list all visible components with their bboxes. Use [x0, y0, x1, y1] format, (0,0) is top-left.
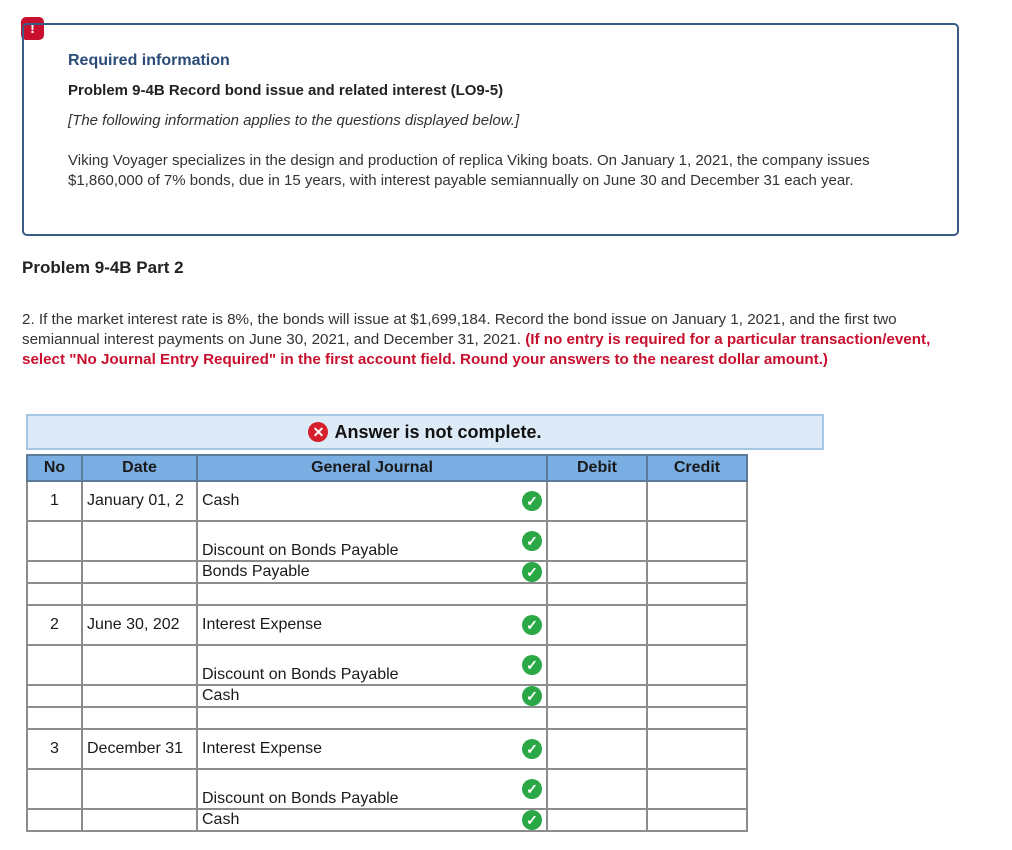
account-name: Interest Expense: [202, 740, 323, 757]
check-icon: ✓: [522, 615, 542, 635]
entry-number: [27, 521, 82, 561]
account-name: Cash: [202, 492, 240, 509]
check-icon: ✓: [522, 491, 542, 511]
credit-input[interactable]: [647, 605, 747, 645]
table-row: [27, 481, 747, 521]
header-general-journal: General Journal: [197, 455, 547, 481]
header-credit: Credit: [647, 455, 747, 481]
header-date: Date: [82, 455, 197, 481]
header-debit: Debit: [547, 455, 647, 481]
account-select[interactable]: [197, 645, 547, 685]
credit-input[interactable]: [647, 769, 747, 809]
table-row: [27, 707, 747, 729]
credit-input[interactable]: [647, 809, 747, 831]
required-information-box: [22, 23, 959, 236]
debit-input[interactable]: [547, 645, 647, 685]
account-select[interactable]: [197, 769, 547, 809]
credit-input[interactable]: [647, 685, 747, 707]
account-select[interactable]: [197, 561, 547, 583]
table-row: [27, 521, 747, 561]
header-no: No: [27, 455, 82, 481]
date-select[interactable]: December 31: [82, 729, 197, 769]
part-title: Problem 9-4B Part 2: [22, 258, 184, 277]
table-row: [27, 729, 747, 769]
account-name: Cash: [202, 687, 240, 704]
date-cell: [82, 521, 197, 561]
debit-input[interactable]: [547, 707, 647, 729]
debit-input[interactable]: [547, 729, 647, 769]
account-name: Interest Expense: [202, 616, 323, 633]
account-select[interactable]: [197, 521, 547, 561]
credit-input[interactable]: [647, 729, 747, 769]
credit-input[interactable]: [647, 481, 747, 521]
credit-input[interactable]: [647, 707, 747, 729]
debit-input[interactable]: [547, 685, 647, 707]
account-select[interactable]: [197, 707, 547, 729]
date-select[interactable]: January 01, 2: [82, 481, 197, 521]
alert-icon: !: [21, 17, 44, 40]
date-cell: [82, 561, 197, 583]
credit-input[interactable]: [647, 645, 747, 685]
account-select[interactable]: [197, 605, 547, 645]
table-row: [27, 685, 747, 707]
account-select[interactable]: [197, 809, 547, 831]
account-select[interactable]: [197, 481, 547, 521]
x-circle-icon: ✕: [308, 422, 328, 442]
debit-input[interactable]: [547, 769, 647, 809]
date-select[interactable]: June 30, 202: [82, 605, 197, 645]
table-row: [27, 561, 747, 583]
info-title: Required information: [68, 52, 230, 69]
question-instruction: (If no entry is required for a particular transaction/event, select "No Journal Entry Required" in the first account field. Round your answers to the nearest dollar amount.): [22, 331, 931, 368]
question-text: [22, 310, 972, 370]
debit-input[interactable]: [547, 605, 647, 645]
check-icon: ✓: [522, 739, 542, 759]
check-icon: ✓: [522, 810, 542, 830]
account-select[interactable]: [197, 729, 547, 769]
table-row: [27, 605, 747, 645]
info-body: Viking Voyager specializes in the design and production of replica Viking boats. On January 1, 2021, the company issues $1,860,000 of 7% bonds, due in 15 years, with interest payable semiannually on June 30 and December 31 each year.: [68, 152, 870, 189]
account-select[interactable]: [197, 583, 547, 605]
debit-input[interactable]: [547, 561, 647, 583]
credit-input[interactable]: [647, 561, 747, 583]
check-icon: ✓: [522, 779, 542, 799]
account-name: Bonds Payable: [202, 563, 310, 580]
entry-number: 1: [27, 481, 82, 521]
check-icon: ✓: [522, 531, 542, 551]
check-icon: ✓: [522, 686, 542, 706]
answer-status-banner: [26, 414, 824, 450]
account-name: Discount on Bonds Payable: [202, 666, 399, 683]
table-row: [27, 583, 747, 605]
check-icon: ✓: [522, 562, 542, 582]
table-row: [27, 809, 747, 831]
account-name: Discount on Bonds Payable: [202, 790, 399, 807]
table-row: [27, 645, 747, 685]
answer-status-text: Answer is not complete.: [334, 421, 542, 442]
entry-number: 3: [27, 729, 82, 769]
debit-input[interactable]: [547, 583, 647, 605]
general-journal-table: [26, 454, 748, 832]
question-body: 2. If the market interest rate is 8%, the bonds will issue at $1,699,184. Record the bond issue on January 1, 2021, and the first two semiannual interest payments on June 30, 2021, and December 31, 2021.: [22, 311, 897, 348]
debit-input[interactable]: [547, 809, 647, 831]
check-icon: ✓: [522, 655, 542, 675]
debit-input[interactable]: [547, 481, 647, 521]
info-subtitle: Problem 9-4B Record bond issue and related interest (LO9-5): [68, 82, 504, 99]
credit-input[interactable]: [647, 521, 747, 561]
entry-number: [27, 561, 82, 583]
account-name: Discount on Bonds Payable: [202, 542, 399, 559]
account-select[interactable]: [197, 685, 547, 707]
table-row: [27, 769, 747, 809]
credit-input[interactable]: [647, 583, 747, 605]
entry-number: 2: [27, 605, 82, 645]
info-note: [The following information applies to the questions displayed below.]: [68, 112, 520, 129]
debit-input[interactable]: [547, 521, 647, 561]
account-name: Cash: [202, 811, 240, 828]
